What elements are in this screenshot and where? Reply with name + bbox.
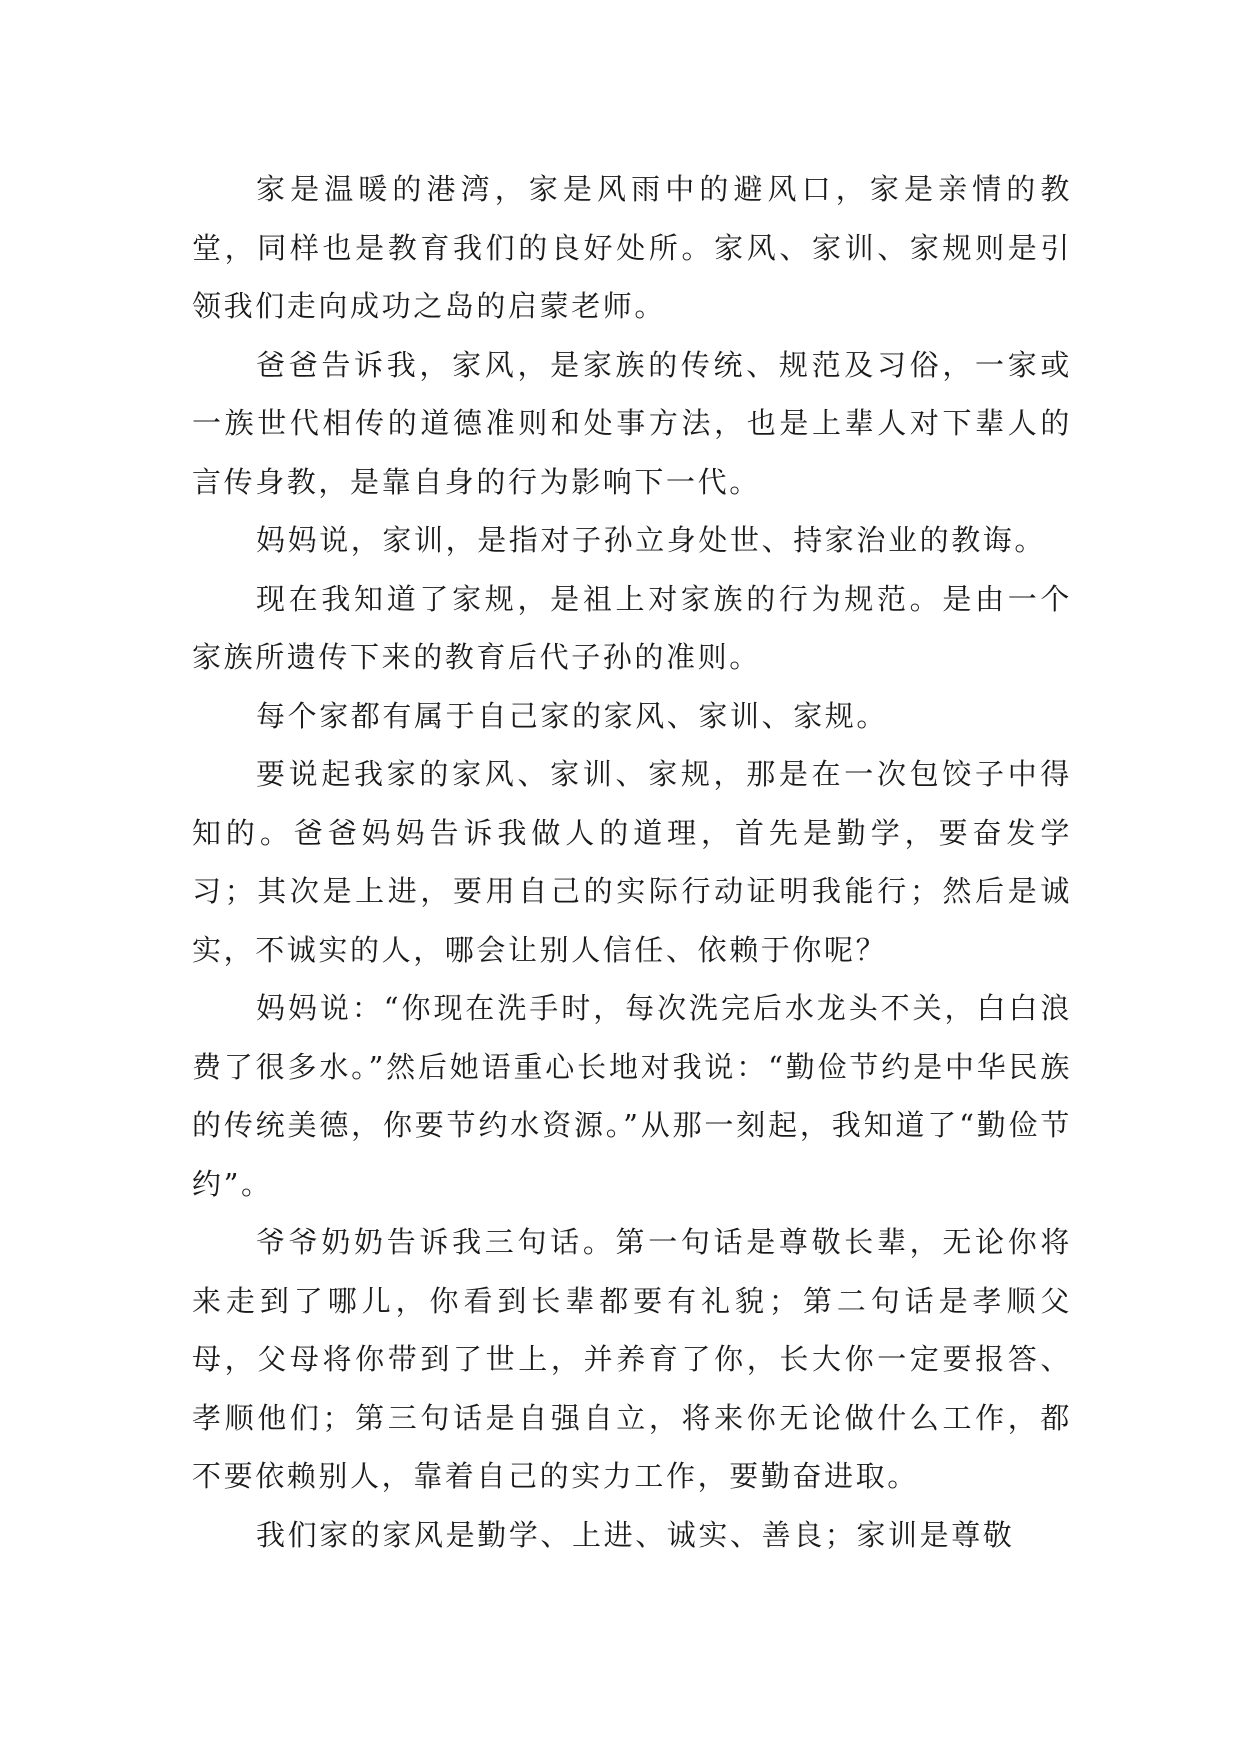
paragraph-6: 要说起我家的家风、家训、家规，那是在一次包饺子中得知的。爸爸妈妈告诉我做人的道理，首先是勤学，要奋发学习；其次是上进，要用自己的实际行动证明我能行；然后是诚实，不诚实的人，哪会让别人信任、依赖于你呢？ <box>192 757 1072 967</box>
paragraph-8: 爷爷奶奶告诉我三句话。第一句话是尊敬长辈，无论你将来走到了哪儿，你看到长辈都要有礼貌；第二句话是孝顺父母，父母将你带到了世上，并养育了你，长大你一定要报答、孝顺他们；第三句话是自强自立，将来你无论做什么工作，都不要依赖别人，靠着自己的实力工作，要勤奋进取。 <box>192 1225 1072 1493</box>
paragraph-9: 我们家的家风是勤学、上进、诚实、善良；家训是尊敬 <box>256 1517 1015 1552</box>
paragraph-7: 妈妈说：“你现在洗手时，每次洗完后水龙头不关，白白浪费了很多水。”然后她语重心长地对我说：“勤俭节约是中华民族的传统美德，你要节约水资源。”从那一刻起，我知道了“勤俭节约”。 <box>192 991 1072 1201</box>
paragraph-2: 爸爸告诉我，家风，是家族的传统、规范及习俗，一家或一族世代相传的道德准则和处事方法，也是上辈人对下辈人的言传身教，是靠自身的行为影响下一代。 <box>192 347 1072 499</box>
paragraph-1: 家是温暖的港湾，家是风雨中的避风口，家是亲情的教堂，同样也是教育我们的良好处所。家风、家训、家规则是引领我们走向成功之岛的启蒙老师。 <box>192 172 1072 323</box>
document-body <box>192 160 1072 1564</box>
paragraph-3: 妈妈说，家训，是指对子孙立身处世、持家治业的教诲。 <box>256 523 1047 557</box>
paragraph-4: 现在我知道了家规，是祖上对家族的行为规范。是由一个家族所遗传下来的教育后代子孙的准则。 <box>192 581 1072 674</box>
paragraph-5: 每个家都有属于自己家的家风、家训、家规。 <box>256 698 889 733</box>
